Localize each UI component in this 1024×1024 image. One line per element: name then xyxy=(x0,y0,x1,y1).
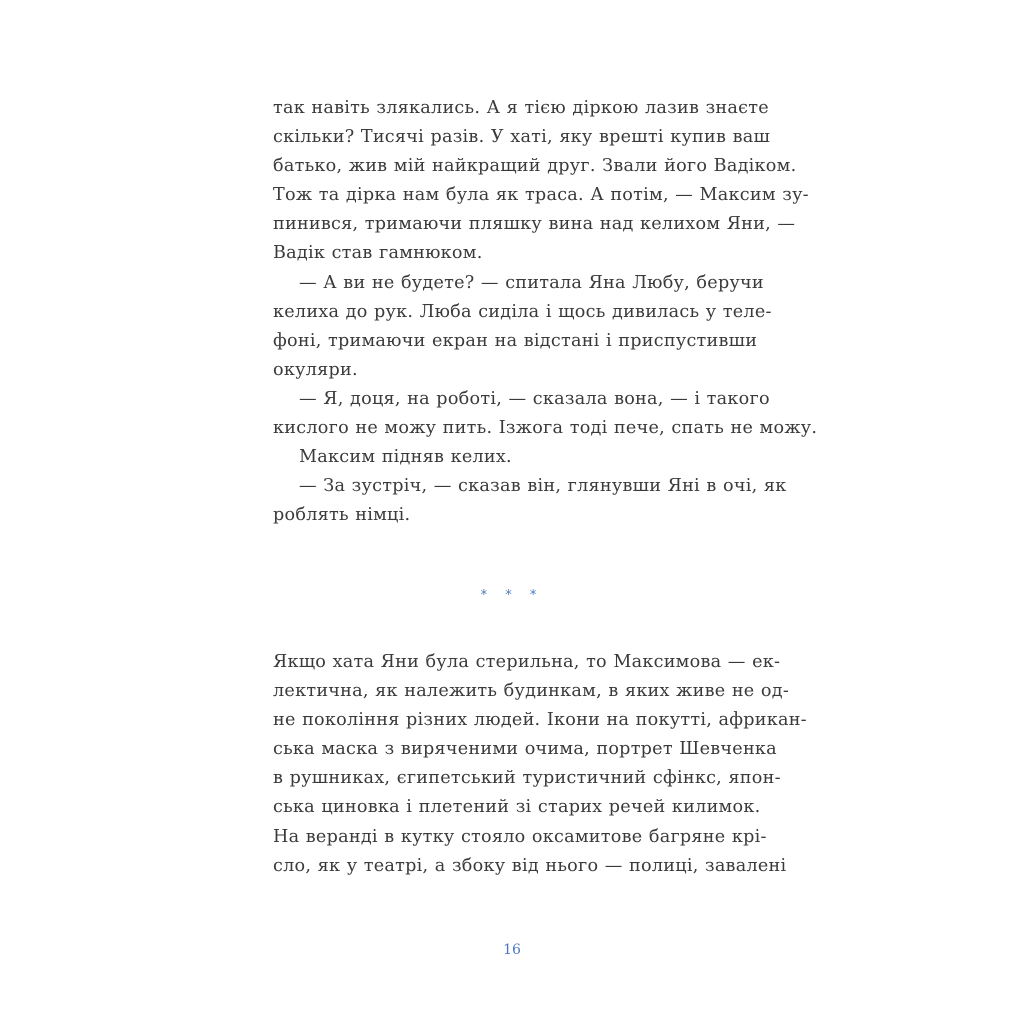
text-line: роблять німці. xyxy=(273,505,411,526)
text-line: так навіть злякались. А я тією діркою лазив знаєте xyxy=(273,98,769,118)
text-line: ська маска з виряченими очима, портрет Шевченка xyxy=(273,739,777,760)
text-block-bottom xyxy=(273,648,807,881)
section-separator: * * * xyxy=(480,588,544,603)
text-line: лектична, як належить будинкам, в яких живе не од- xyxy=(273,681,790,702)
text-block-top xyxy=(273,94,818,530)
text-line: кислого не можу пить. Ізжога тоді пече, спать не можу. xyxy=(273,418,818,439)
text-line: фоні, тримаючи екран на відстані і приспустивши xyxy=(273,330,758,351)
text-line: На веранді в кутку стояло оксамитове багряне крі- xyxy=(273,826,767,847)
text-line: — За зустріч, — сказав він, глянувши Яні в очі, як xyxy=(299,476,787,497)
text-line: Вадік став гамнюком. xyxy=(273,243,483,264)
text-line: Максим підняв келих. xyxy=(299,447,512,468)
text-line: келиха до рук. Люба сиділа і щось дивилась у теле- xyxy=(273,301,772,322)
text-line: — А ви не будете? — спитала Яна Любу, беручи xyxy=(299,272,764,293)
text-line: пинився, тримаючи пляшку вина над келихом Яни, — xyxy=(273,214,796,235)
text-line: Якщо хата Яни була стерильна, то Максимова — ек- xyxy=(273,652,781,672)
text-line: окуляри. xyxy=(273,359,358,380)
text-line: батько, жив мій найкращий друг. Звали його Вадіком. xyxy=(273,156,797,177)
text-line: скільки? Тисячі разів. У хаті, яку врешті купив ваш xyxy=(273,127,771,148)
text-line: не покоління різних людей. Ікони на покутті, африкан- xyxy=(273,710,807,731)
text-line: Тож та дірка нам була як траса. А потім, — Максим зу- xyxy=(273,185,809,206)
text-line: — Я, доця, на роботі, — сказала вона, — і такого xyxy=(299,388,770,409)
text-line: сло, як у театрі, а збоку від нього — полиці, завалені xyxy=(273,855,787,876)
page-number: 16 xyxy=(503,942,521,958)
text-line: в рушниках, єгипетський туристичний сфінкс, япон- xyxy=(273,768,781,789)
text-line: ська циновка і плетений зі старих речей килимок. xyxy=(273,797,761,818)
